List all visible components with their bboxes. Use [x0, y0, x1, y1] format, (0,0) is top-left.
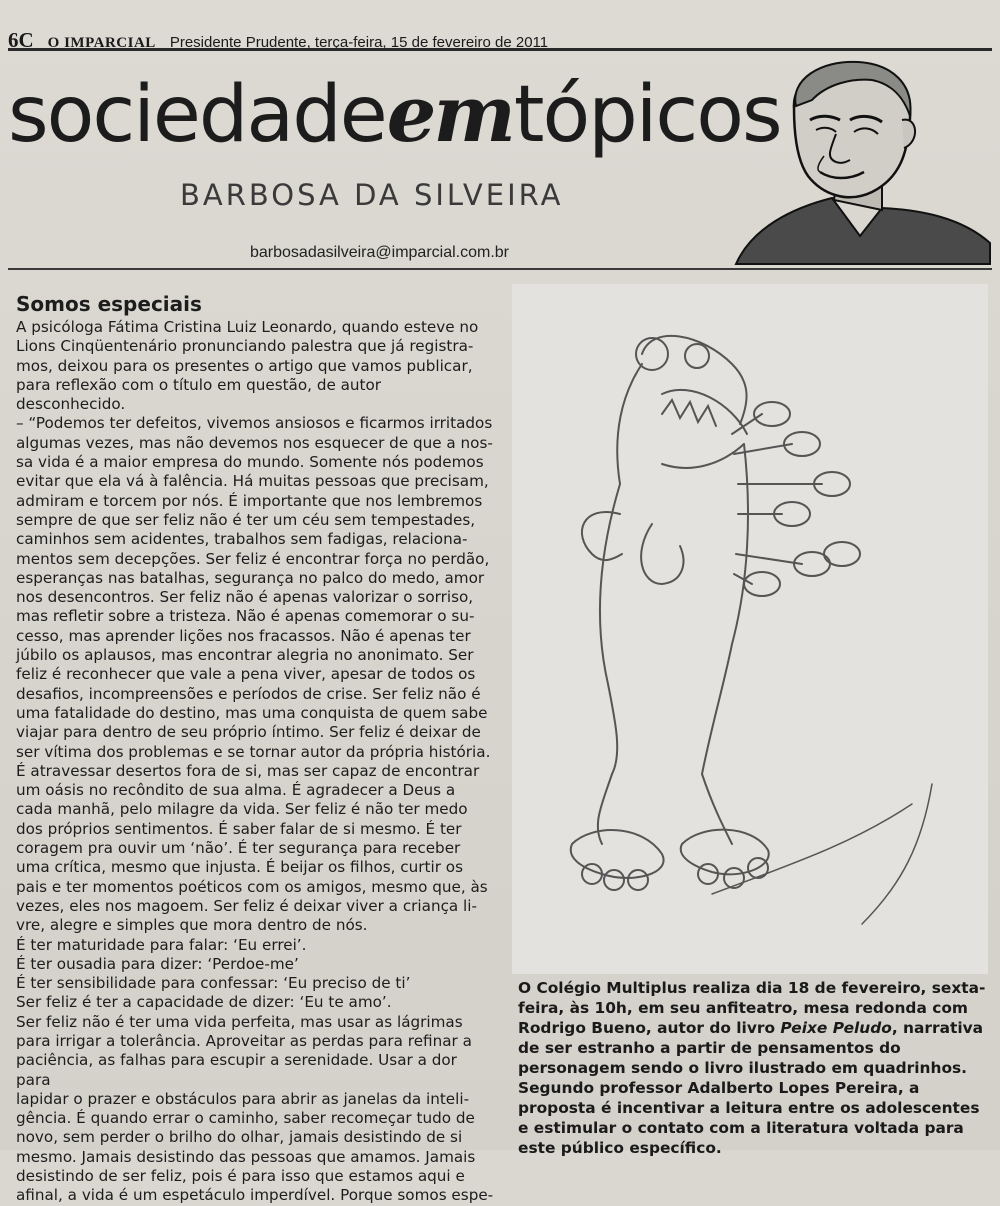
column-title-part3: tópicos	[513, 70, 781, 160]
section-rule	[8, 268, 992, 270]
dateline: Presidente Prudente, terça-feira, 15 de fevereiro de 2011	[169, 34, 549, 51]
header-rule	[8, 48, 992, 51]
page-number: 6C	[8, 28, 34, 52]
newspaper-name: O IMPARCIAL	[47, 35, 156, 51]
article-body: A psicóloga Fátima Cristina Luiz Leonardo, quando esteve no Lions Cinqüentenário pronunciando palestra que já registra- mos, deixou para os presentes o artigo que vamos publicar, para reflexão com o título em questão, de autor desconhecido. – “Podemos ter defeitos, vivemos ansiosos e ficarmos irritados algumas vezes, mas não devemos nos esquecer de que a nos- sa vida é a maior empresa do mundo. Somente nós podemos evitar que ela vá à falência. Há muitas pessoas que precisam, admiram e torcem por nós. É importante que nos lembremos sempre de que ser feliz não é ter um céu sem tempestades, caminhos sem acidentes, trabalhos sem fadigas, relaciona- mentos sem decepções. Ser feliz é encontrar força no perdão, esperanças nas batalhas, segurança no palco do medo, amor nos desencontros. Ser feliz não é apenas valorizar o sorriso, mas refletir sobre a tristeza. Não é apenas comemorar o su- cesso, mas aprender lições nos fracassos. Não é apenas ter júbilo os aplausos, mas encontrar alegria no anonimato. Ser feliz é reconhecer que vale a pena viver, apesar de todos os desafios, incompreensões e períodos de crise. Ser feliz não é uma fatalidade do destino, mas uma conquista de quem sabe viajar para dentro de seu próprio íntimo. Ser feliz é deixar de ser vítima dos problemas e se tornar autor da própria história. É atravessar desertos fora de si, mas ser capaz de encontrar um oásis no recôndito de sua alma. É agradecer a Deus a cada manhã, pelo milagre da vida. Ser feliz é não ter medo dos próprios sentimentos. É saber falar de si mesmo. É ter coragem pra ouvir um ‘não’. É ter segurança para receber uma crítica, mesmo que injusta. É beijar os filhos, curtir os pais e ter momentos poéticos com os amigos, mesmo que, às vezes, eles nos magoem. Ser feliz é deixar viver a criança li- vre, alegre e simples que mora dentro de nós. É ter maturidade para falar: ‘Eu errei’. É ter ousadia para dizer: ‘Perdoe-me’ É ter sensibilidade para confessar: ‘Eu preciso de ti’ Ser feliz é ter a capacidade de dizer: ‘Eu te amo’. Ser feliz não é ter uma vida perfeita, mas usar as lágrimas para irrigar a tolerância. Aproveitar as perdas para refinar a paciência, as falhas para escupir a serenidade. Usar a dor para lapidar o prazer e obstáculos para abrir as janelas da inteli- gência. É quando errar o caminho, saber recomeçar tudo de novo, sem perder o brilho do olhar, jamais desistindo de si mesmo. Jamais desistindo das pessoas que amamos. Jamais desistindo de ser feliz, pois é para isso que estamos aqui e afinal, a vida é um espetáculo imperdível. Porque somos espe-	[16, 318, 494, 1205]
column-title-part1: sociedade	[8, 70, 386, 160]
caption-book-title: Peixe Peludo	[780, 1019, 892, 1037]
author-name: BARBOSA DA SILVEIRA	[180, 178, 564, 212]
author-email: barbosadasilveira@imparcial.com.br	[250, 244, 510, 261]
article-heading: Somos especiais	[16, 292, 202, 316]
article	[16, 292, 494, 1206]
peixe-peludo-sketch-illustration	[512, 284, 988, 974]
column-title-part2: em	[386, 69, 513, 160]
column-title	[8, 69, 781, 160]
caption-text-part2: , narrativa de ser estranho a partir de pensamentos do personagem sendo o livro ilustrado em quadrinhos. Segundo professor Adalberto Lopes Pereira, a proposta é incentivar a leitura entre os adolescentes e estimular o contato com a literatura voltada para este público específico.	[518, 1019, 984, 1157]
caption-text-part1: O Colégio Multiplus realiza dia 18 de fevereiro, sexta-feira, às 10h, em seu anfiteatro, mesa redonda com Rodrigo Bueno, autor do livro	[518, 979, 986, 1037]
illustration-caption	[518, 978, 988, 1158]
author-portrait-illustration	[732, 58, 990, 264]
